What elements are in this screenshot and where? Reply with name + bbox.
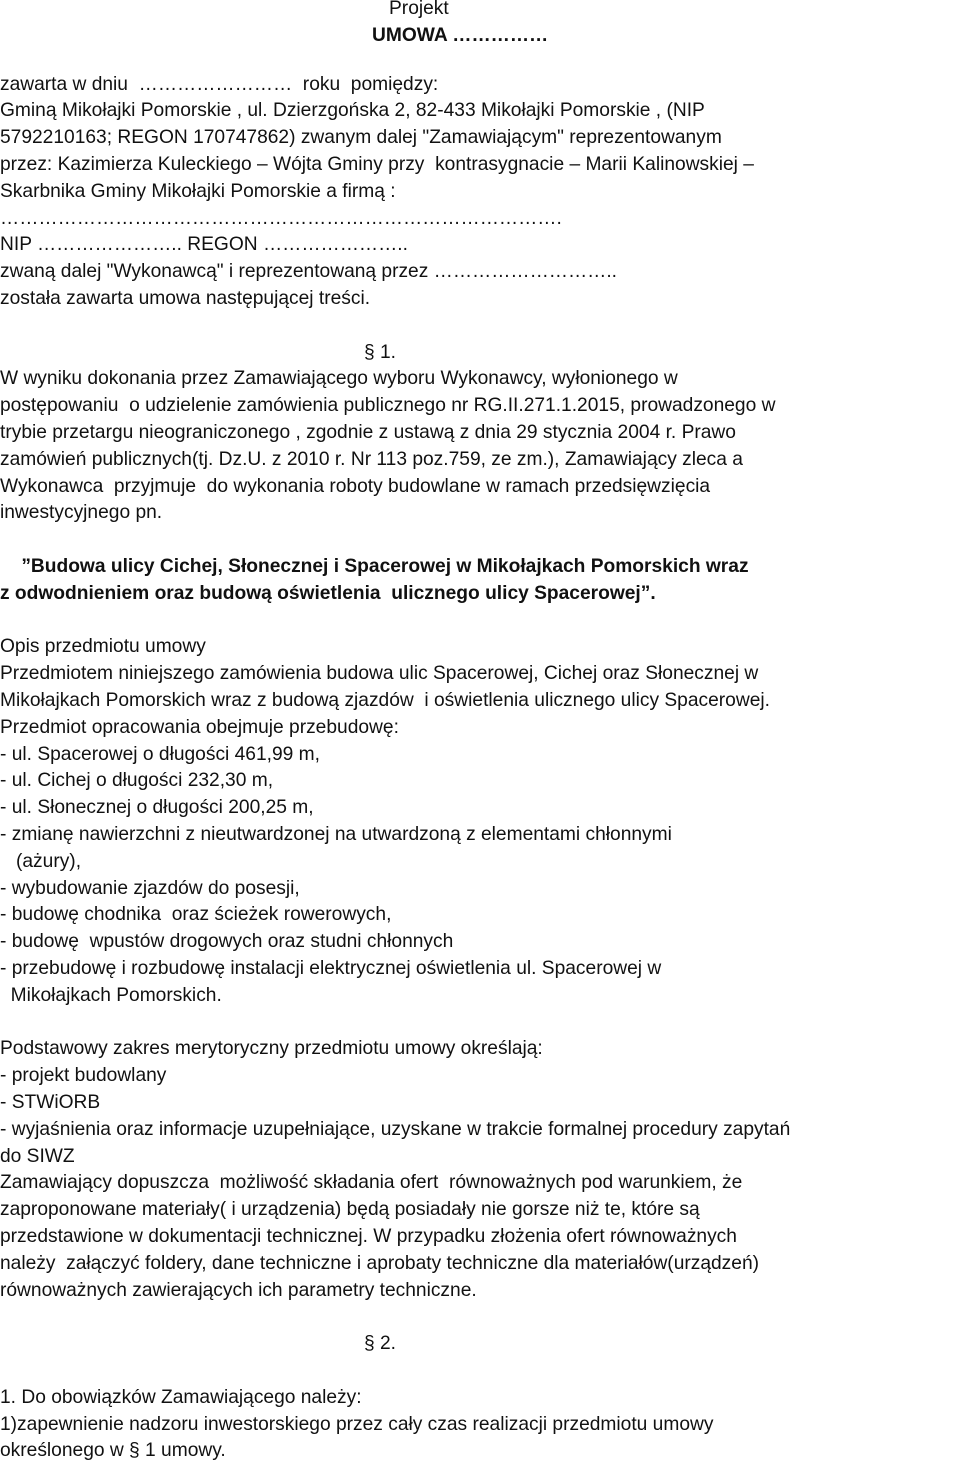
scope-item-6: - budowę chodnika oraz ścieżek rowerowych, [0,904,392,925]
scope-item-4: - zmianę nawierzchni z nieutwardzonej na utwardzoną z elementami chłonnymi [0,824,672,845]
rownowazne-line-5: równoważnych zawierających ich parametry techniczne. [0,1280,477,1301]
intro-line-8: zwaną dalej "Wykonawcą" i reprezentowaną przez ……………………….. [0,261,618,282]
projekt-label: Projekt [389,0,449,19]
intro-line-2: Gminą Mikołajki Pomorskie , ul. Dzierzgońska 2, 82-433 Mikołajki Pomorskie , (NIP [0,100,705,121]
scope-item-3: - ul. Słonecznej o długości 200,25 m, [0,797,314,818]
s1-paragraph-line-4: zamówień publicznych(tj. Dz.U. z 2010 r. Nr 113 poz.759, ze zm.), Zamawiający zleca a [0,449,743,470]
scope-item-2: - ul. Cichej o długości 232,30 m, [0,770,274,791]
section-1-heading: § 1. [364,342,397,363]
rownowazne-line-4: należy załączyć foldery, dane techniczne i aprobaty techniczne dla materiałów(urządzeń) [0,1253,760,1274]
zakres-item-3-continued: do SIWZ [0,1146,75,1167]
scope-item-5: - wybudowanie zjazdów do posesji, [0,878,300,899]
intro-line-5: Skarbnika Gminy Mikołajki Pomorskie a firmą : [0,181,396,202]
intro-line-3: 5792210163; REGON 170747862) zwanym dalej "Zamawiającym" reprezentowanym [0,127,722,148]
scope-item-1: - ul. Spacerowej o długości 461,99 m, [0,744,320,765]
scope-item-4-continued: (ażury), [0,851,82,872]
s1-paragraph-line-5: Wykonawca przyjmuje do wykonania roboty budowlane w ramach przedsięwzięcia [0,476,711,497]
intro-blank-line: ……………………………………………………………………………. [0,208,562,229]
scope-item-8-continued: Mikołajkach Pomorskich. [0,985,222,1006]
zakres-item-2: - STWiORB [0,1092,101,1113]
intro-line-9: została zawarta umowa następującej treści. [0,288,371,309]
s2-line-2: 1)zapewnienie nadzoru inwestorskiego przez cały czas realizacji przedmiotu umowy [0,1414,714,1435]
zakres-item-3: - wyjaśnienia oraz informacje uzupełniające, uzyskane w trakcie formalnej procedury zapytań [0,1119,791,1140]
opis-line-3: Przedmiot opracowania obejmuje przebudowę: [0,717,399,738]
s2-line-3: określonego w § 1 umowy. [0,1440,226,1461]
intro-line-4: przez: Kazimierza Kuleckiego – Wójta Gminy przy kontrasygnacie – Marii Kalinowskiej – [0,154,754,175]
s2-line-1: 1. Do obowiązków Zamawiającego należy: [0,1387,362,1408]
rownowazne-line-1: Zamawiający dopuszcza możliwość składania ofert równoważnych pod warunkiem, że [0,1172,743,1193]
project-title-line-1: ”Budowa ulicy Cichej, Słonecznej i Spacerowej w Mikołajkach Pomorskich wraz [0,556,749,577]
s1-paragraph-line-3: trybie przetargu nieograniczonego , zgodnie z ustawą z dnia 29 stycznia 2004 r. Prawo [0,422,736,443]
section-2-heading: § 2. [364,1333,397,1354]
rownowazne-line-3: przedstawione w dokumentacji technicznej. W przypadku złożenia ofert równoważnych [0,1226,737,1247]
s1-paragraph-line-6: inwestycyjnego pn. [0,502,163,523]
intro-line-1: zawarta w dniu …………………… roku pomiędzy: [0,74,439,95]
rownowazne-line-2: zaproponowane materiały( i urządzenia) będą posiadały nie gorsze niż te, które są [0,1199,700,1220]
s1-paragraph-line-1: W wyniku dokonania przez Zamawiającego wyboru Wykonawcy, wyłonionego w [0,368,678,389]
opis-line-2: Mikołajkach Pomorskich wraz z budową zjazdów i oświetlenia ulicznego ulicy Spacerowej. [0,690,770,711]
scope-item-7: - budowę wpustów drogowych oraz studni chłonnych [0,931,454,952]
zakres-item-1: - projekt budowlany [0,1065,167,1086]
scope-item-8: - przebudowę i rozbudowę instalacji elektrycznej oświetlenia ul. Spacerowej w [0,958,662,979]
zakres-heading: Podstawowy zakres merytoryczny przedmiotu umowy określają: [0,1038,543,1059]
s1-paragraph-line-2: postępowaniu o udzielenie zamówienia publicznego nr RG.II.271.1.2015, prowadzonego w [0,395,776,416]
document-title: UMOWA …………… [372,25,549,46]
opis-line-1: Przedmiotem niniejszego zamówienia budowa ulic Spacerowej, Cichej oraz Słonecznej w [0,663,759,684]
project-title-line-2: z odwodnieniem oraz budową oświetlenia ulicznego ulicy Spacerowej”. [0,583,656,604]
intro-nip-regon: NIP ………………….. REGON ………………….. [0,234,408,255]
opis-heading: Opis przedmiotu umowy [0,636,206,657]
